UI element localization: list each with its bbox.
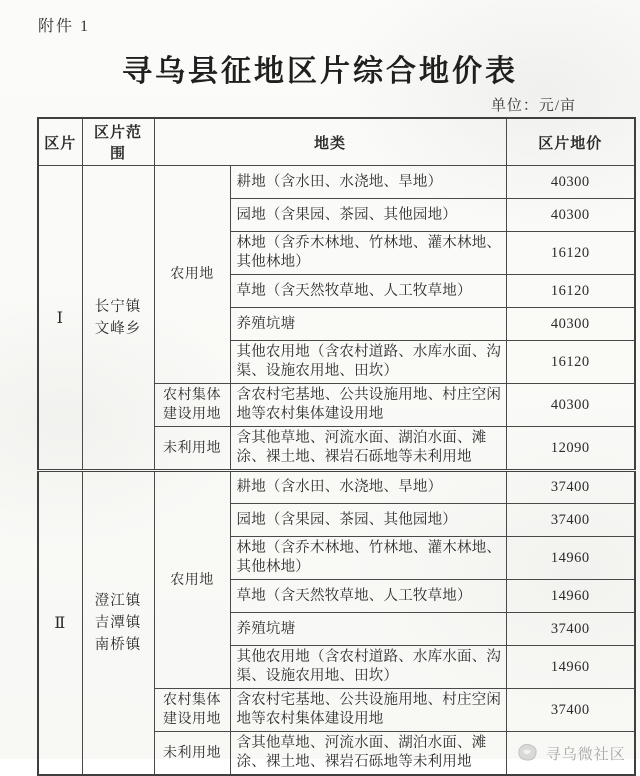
scope-line: 澄江镇 — [94, 593, 142, 609]
col-header-zone: 区片 — [38, 118, 82, 166]
scope-line: 文峰乡 — [94, 320, 142, 337]
land-category-cell: 农用地 — [154, 166, 230, 384]
zone-price-cell: 16120 — [506, 275, 635, 308]
zone-price-cell: 12090 — [506, 427, 635, 471]
land-type-cell: 含其他草地、河流水面、湖泊水面、滩涂、裸土地、裸岩石砾地等未利用地 — [230, 427, 506, 471]
land-category-cell: 农村集体建设用地 — [154, 689, 230, 732]
land-type-cell: 园地（含果园、茶园、其他园地） — [230, 199, 506, 232]
land-category-cell: 农用地 — [154, 471, 230, 689]
zone-price-cell: 40300 — [506, 384, 635, 427]
zone-price-cell: 37400 — [506, 504, 635, 537]
zone-label-cell: Ⅰ — [38, 166, 82, 471]
zone-label-cell: Ⅱ — [38, 471, 82, 776]
header-row — [38, 118, 635, 166]
zone-price-cell: 16120 — [506, 341, 635, 384]
land-category-cell: 未利用地 — [154, 427, 230, 471]
zone-price-cell — [506, 732, 635, 776]
price-table-body — [38, 166, 635, 776]
land-type-cell: 园地（含果园、茶园、其他园地） — [230, 504, 506, 537]
zone-price-cell: 14960 — [506, 580, 635, 613]
table-row — [38, 166, 635, 199]
zone-price-cell: 40300 — [506, 308, 635, 341]
zone-price-cell: 40300 — [506, 199, 635, 232]
zone-price-cell: 16120 — [506, 232, 635, 275]
unit-note: 单位：元/亩 — [490, 98, 576, 114]
land-type-cell: 草地（含天然牧草地、人工牧草地） — [230, 580, 506, 613]
land-type-cell: 其他农用地（含农村道路、水库水面、沟渠、设施农用地、田坎） — [230, 341, 506, 384]
land-type-cell: 其他农用地（含农村道路、水库水面、沟渠、设施农用地、田坎） — [230, 646, 506, 689]
zone-price-cell: 37400 — [506, 471, 635, 504]
zone-scope-cell — [82, 471, 154, 776]
land-type-cell: 含农村宅基地、公共设施用地、村庄空闲地等农村集体建设用地 — [230, 689, 506, 732]
land-type-cell: 含农村宅基地、公共设施用地、村庄空闲地等农村集体建设用地 — [230, 384, 506, 427]
scope-line: 吉潭镇 — [94, 615, 142, 631]
land-type-cell: 草地（含天然牧草地、人工牧草地） — [230, 275, 506, 308]
col-header-land-class: 地类 — [154, 118, 506, 166]
col-header-scope: 区片范围 — [82, 118, 154, 166]
land-type-cell: 林地（含乔木林地、竹林地、灌木林地、其他林地） — [230, 232, 506, 275]
land-category-cell: 农村集体建设用地 — [154, 384, 230, 427]
zone-price-cell: 14960 — [506, 537, 635, 580]
zone-price-cell: 14960 — [506, 646, 635, 689]
table-row — [38, 471, 635, 504]
zone-price-cell: 37400 — [506, 689, 635, 732]
scope-line: 长宁镇 — [94, 298, 142, 315]
watermark-text: 寻乌微社区 — [545, 746, 626, 763]
scope-line: 南桥镇 — [94, 637, 142, 653]
zone-scope-cell — [82, 166, 154, 471]
page-title: 寻乌县征地区片综合地价表 — [122, 55, 518, 88]
land-type-cell: 耕地（含水田、水浇地、旱地） — [230, 166, 506, 199]
zone-price-cell: 37400 — [506, 613, 635, 646]
land-price-table — [37, 117, 636, 776]
land-type-cell: 养殖坑塘 — [230, 613, 506, 646]
watermark — [511, 742, 631, 764]
attachment-label: 附件 1 — [38, 18, 91, 35]
land-category-cell: 未利用地 — [154, 732, 230, 776]
land-type-cell: 养殖坑塘 — [230, 308, 506, 341]
land-type-cell: 含其他草地、河流水面、湖泊水面、滩涂、裸土地、裸岩石砾地等未利用地 — [230, 732, 506, 776]
land-type-cell: 林地（含乔木林地、竹林地、灌木林地、其他林地） — [230, 537, 506, 580]
land-type-cell: 耕地（含水田、水浇地、旱地） — [230, 471, 506, 504]
col-header-price: 区片地价 — [506, 118, 635, 166]
community-logo-icon — [515, 742, 541, 764]
zone-price-cell: 40300 — [506, 166, 635, 199]
